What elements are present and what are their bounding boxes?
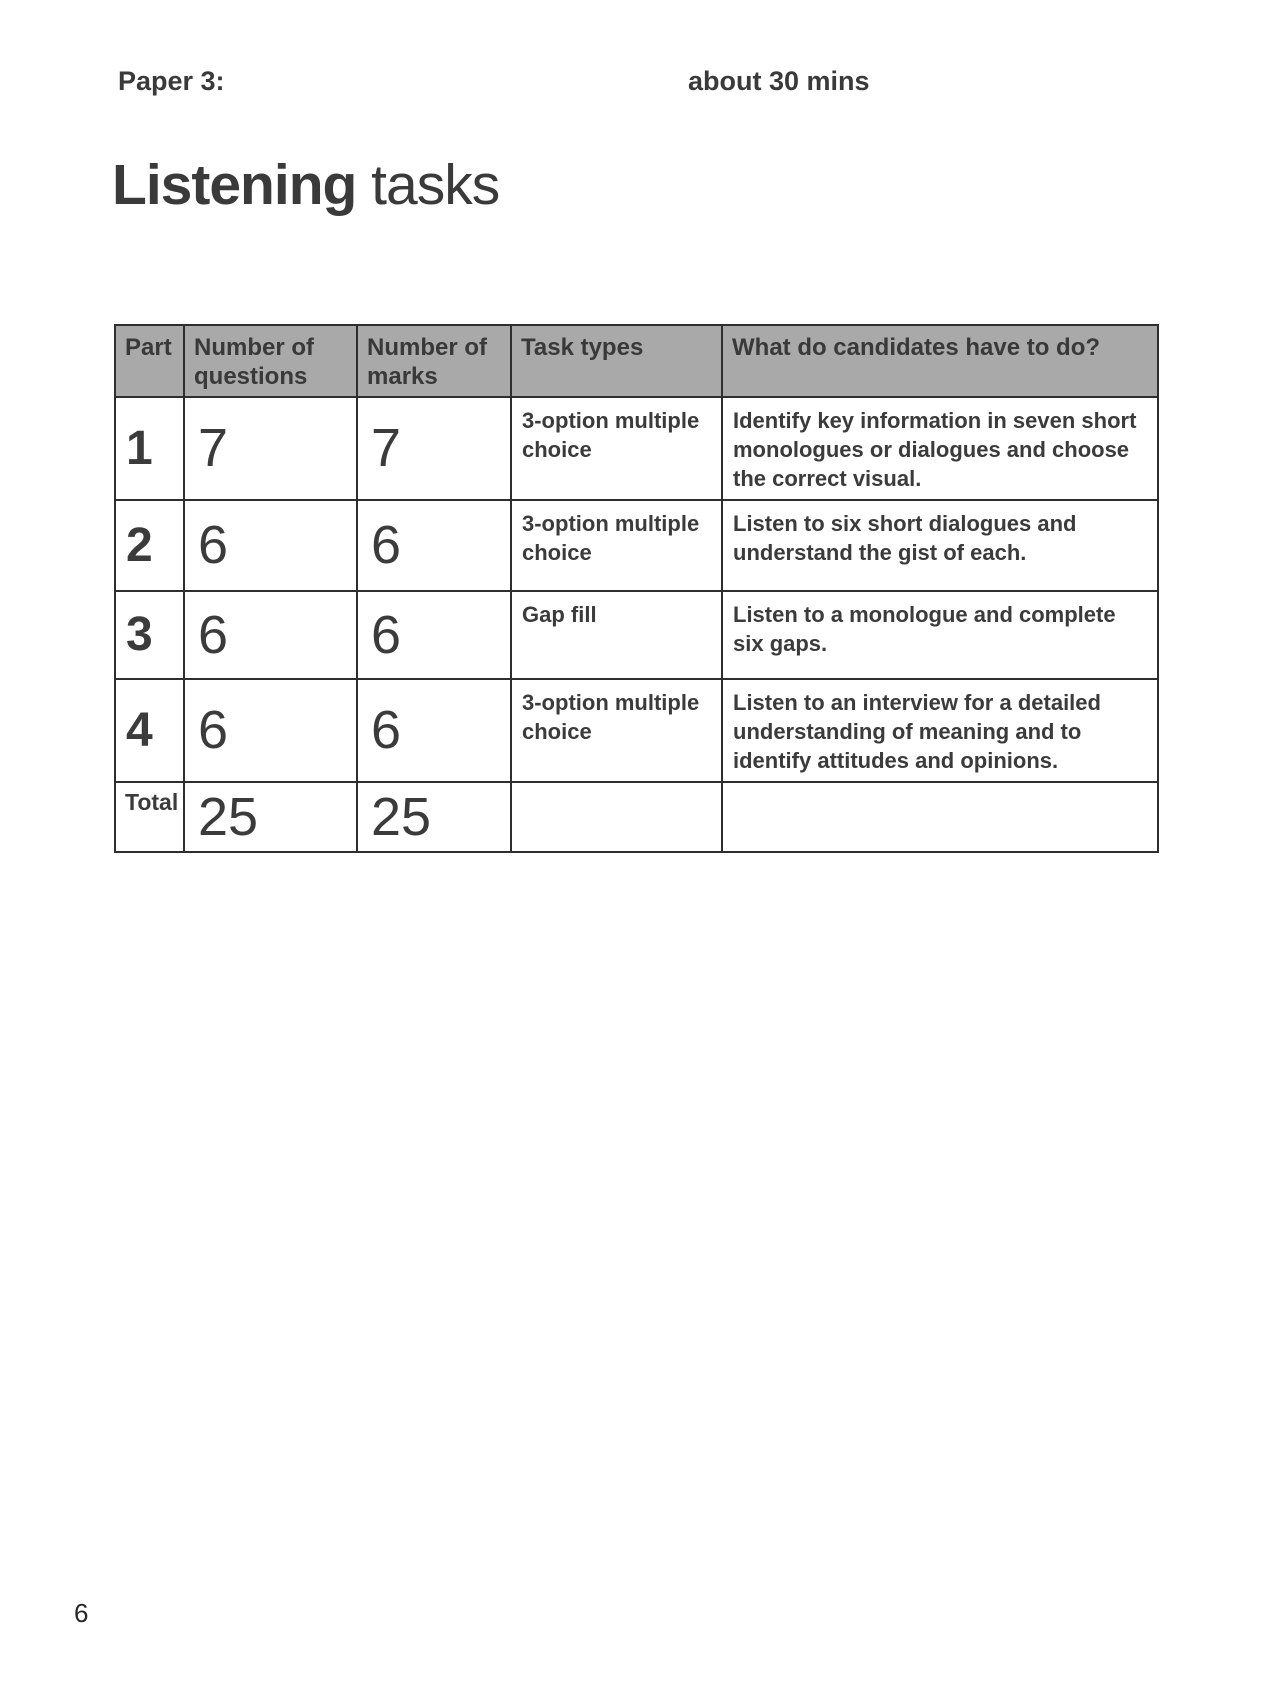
questions-count: 6 [184, 679, 357, 782]
task-description: Listen to a monologue and complete six gaps. [722, 591, 1158, 679]
task-type: 3-option multiple choice [511, 679, 722, 782]
part-number: 2 [115, 500, 184, 591]
paper-label: Paper 3: [118, 66, 225, 96]
task-description: Listen to six short dialogues and understand the gist of each. [722, 500, 1158, 591]
table-row-part-4 [115, 679, 1158, 782]
marks-count: 6 [357, 591, 511, 679]
header-part: Part [115, 325, 184, 397]
table-row-part-2 [115, 500, 1158, 591]
questions-count: 6 [184, 500, 357, 591]
task-type: Gap fill [511, 591, 722, 679]
task-description: Listen to an interview for a detailed understanding of meaning and to identify attitudes and opinions. [722, 679, 1158, 782]
page-title-bold: Listening [112, 153, 357, 217]
part-number: 3 [115, 591, 184, 679]
marks-count: 6 [357, 500, 511, 591]
table-row-total [115, 782, 1158, 852]
listening-tasks-table [114, 324, 1159, 853]
header-number-of-questions: Number of questions [184, 325, 357, 397]
marks-count: 6 [357, 679, 511, 782]
part-number: 1 [115, 397, 184, 500]
total-marks: 25 [357, 782, 511, 852]
marks-count: 7 [357, 397, 511, 500]
paper-duration: about 30 mins [688, 66, 870, 96]
header-what-candidates-do: What do candidates have to do? [722, 325, 1158, 397]
total-questions: 25 [184, 782, 357, 852]
total-empty-task-type [511, 782, 722, 852]
table-row-part-1 [115, 397, 1158, 500]
page-number: 6 [74, 1598, 89, 1628]
questions-count: 6 [184, 591, 357, 679]
header-task-types: Task types [511, 325, 722, 397]
task-description: Identify key information in seven short monologues or dialogues and choose the correct visual. [722, 397, 1158, 500]
total-label: Total [115, 782, 184, 852]
questions-count: 7 [184, 397, 357, 500]
table-row-part-3 [115, 591, 1158, 679]
total-empty-description [722, 782, 1158, 852]
page-title-light: tasks [356, 153, 500, 217]
task-type: 3-option multiple choice [511, 397, 722, 500]
table-header-row [115, 325, 1158, 397]
task-type: 3-option multiple choice [511, 500, 722, 591]
header-number-of-marks: Number of marks [357, 325, 511, 397]
page-title [112, 152, 499, 218]
part-number: 4 [115, 679, 184, 782]
